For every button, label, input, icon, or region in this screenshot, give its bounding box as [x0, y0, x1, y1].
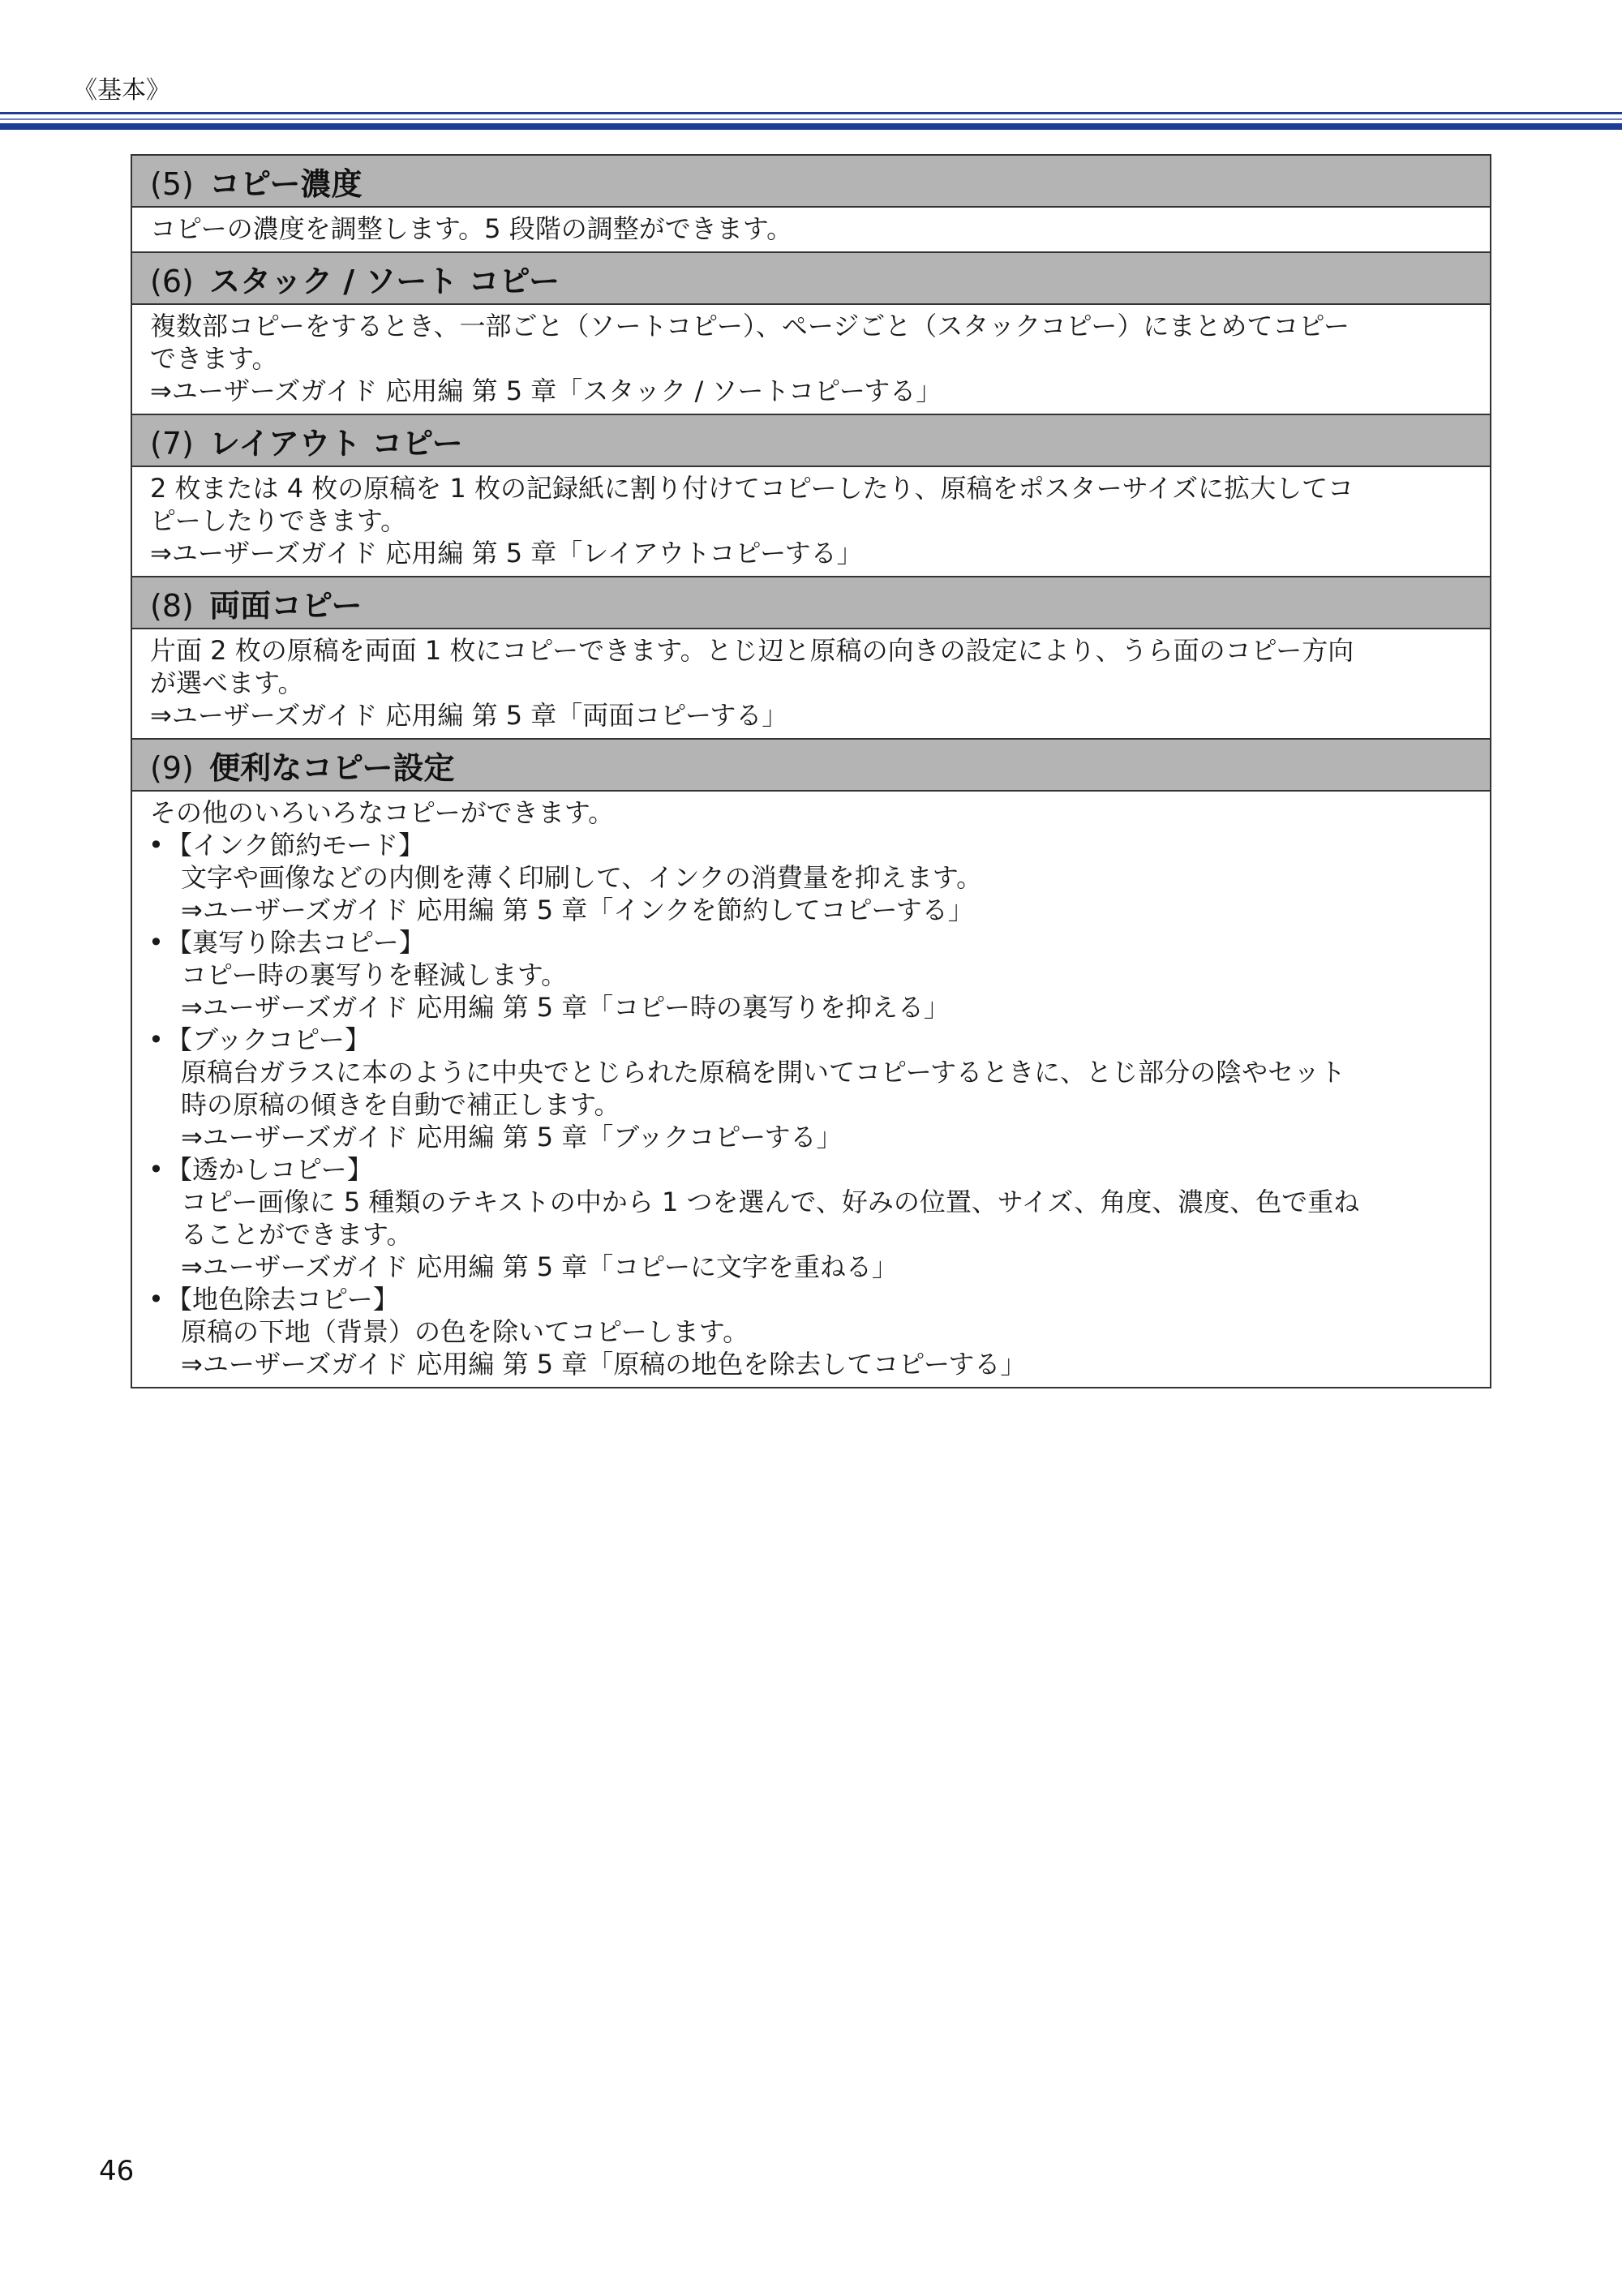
- reference-line: ⇒ユーザーズガイド 応用編 第 5 章「ブックコピーする」: [181, 1122, 843, 1152]
- header-rule-thin: [0, 112, 1622, 114]
- bullet-title: 【透かしコピー】: [166, 1154, 373, 1185]
- bullet-title: 【地色除去コピー】: [166, 1284, 399, 1315]
- section-6-body: [131, 304, 1491, 414]
- chapter-label: 《基本》: [73, 76, 170, 105]
- section-title: レイアウト コピー: [209, 425, 463, 461]
- body-line: コピーの濃度を調整します。5 段階の調整ができます。: [150, 213, 793, 244]
- body-line: 片面 2 枚の原稿を両面 1 枚にコピーできます。とじ辺と原稿の向きの設定により、うら面のコピー方向: [150, 635, 1354, 666]
- bullet-item-bleed-through: [150, 926, 1472, 959]
- reference-line: ⇒ユーザーズガイド 応用編 第 5 章「両面コピーする」: [150, 700, 788, 731]
- reference-line: ⇒ユーザーズガイド 応用編 第 5 章「レイアウトコピーする」: [150, 538, 863, 569]
- body-line: コピー画像に 5 種類のテキストの中から 1 つを選んで、好みの位置、サイズ、角度、濃度、色で重ね: [181, 1187, 1360, 1217]
- body-line: 複数部コピーをするとき、一部ごと（ソートコピー）、ページごと（スタックコピー）にまとめてコピー: [150, 311, 1350, 341]
- feature-table: [131, 154, 1491, 1388]
- body-line: できます。: [150, 343, 278, 374]
- bullet-icon: •: [148, 1024, 164, 1055]
- page-number: 46: [99, 2155, 135, 2187]
- body-line: 原稿台ガラスに本のように中央でとじられた原稿を開いてコピーするときに、とじ部分の陰やセット: [181, 1057, 1346, 1088]
- bullet-item-background-removal: [150, 1283, 1472, 1315]
- bullet-icon: •: [148, 1284, 164, 1315]
- body-line: その他のいろいろなコピーができます。: [150, 797, 615, 828]
- body-line: コピー時の裏写りを軽減します。: [181, 959, 568, 990]
- section-number: (9): [150, 749, 194, 786]
- section-number: (5): [150, 165, 194, 202]
- bullet-item-book-copy: [150, 1024, 1472, 1056]
- body-line: ピーしたりできます。: [150, 505, 407, 536]
- section-5-body: [131, 207, 1491, 252]
- body-line: 2 枚または 4 枚の原稿を 1 枚の記録紙に割り付けてコピーしたり、原稿をポスターサイズに拡大してコ: [150, 473, 1354, 504]
- bullet-item-ink-saving: [150, 829, 1472, 861]
- body-line: 時の原稿の傾きを自動で補正します。: [181, 1089, 620, 1120]
- bullet-title: 【ブックコピー】: [166, 1024, 371, 1055]
- section-7-header: [131, 414, 1491, 466]
- reference-line: ⇒ユーザーズガイド 応用編 第 5 章「スタック / ソートコピーする」: [150, 376, 942, 406]
- bullet-icon: •: [148, 830, 164, 860]
- bullet-icon: •: [148, 1154, 164, 1185]
- section-title: 両面コピー: [209, 587, 363, 624]
- section-6-header: [131, 252, 1491, 304]
- reference-line: ⇒ユーザーズガイド 応用編 第 5 章「原稿の地色を除去してコピーする」: [181, 1349, 1027, 1380]
- body-line: が選べます。: [150, 667, 304, 698]
- section-number: (6): [150, 263, 194, 299]
- body-line: ることができます。: [181, 1219, 413, 1250]
- section-7-body: [131, 466, 1491, 577]
- reference-line: ⇒ユーザーズガイド 応用編 第 5 章「コピーに文字を重ねる」: [181, 1251, 899, 1282]
- body-line: 文字や画像などの内側を薄く印刷して、インクの消費量を抑えます。: [181, 862, 983, 893]
- section-8-body: [131, 629, 1491, 739]
- section-number: (8): [150, 587, 194, 624]
- section-9-body: [131, 791, 1491, 1388]
- header-rule-thick: [0, 123, 1622, 130]
- reference-line: ⇒ユーザーズガイド 応用編 第 5 章「インクを節約してコピーする」: [181, 895, 974, 925]
- bullet-icon: •: [148, 927, 164, 958]
- bullet-title: 【インク節約モード】: [166, 830, 425, 860]
- section-9-header: [131, 739, 1491, 791]
- bullet-title: 【裏写り除去コピー】: [166, 927, 425, 958]
- section-title: スタック / ソート コピー: [209, 263, 560, 299]
- header-rule-thin-light: [0, 118, 1622, 120]
- section-title: コピー濃度: [209, 165, 363, 202]
- section-5-header: [131, 155, 1491, 207]
- section-8-header: [131, 577, 1491, 629]
- reference-line: ⇒ユーザーズガイド 応用編 第 5 章「コピー時の裏写りを抑える」: [181, 992, 950, 1023]
- section-title: 便利なコピー設定: [209, 749, 455, 786]
- section-number: (7): [150, 425, 194, 461]
- body-line: 原稿の下地（背景）の色を除いてコピーします。: [181, 1316, 749, 1347]
- bullet-item-watermark: [150, 1153, 1472, 1186]
